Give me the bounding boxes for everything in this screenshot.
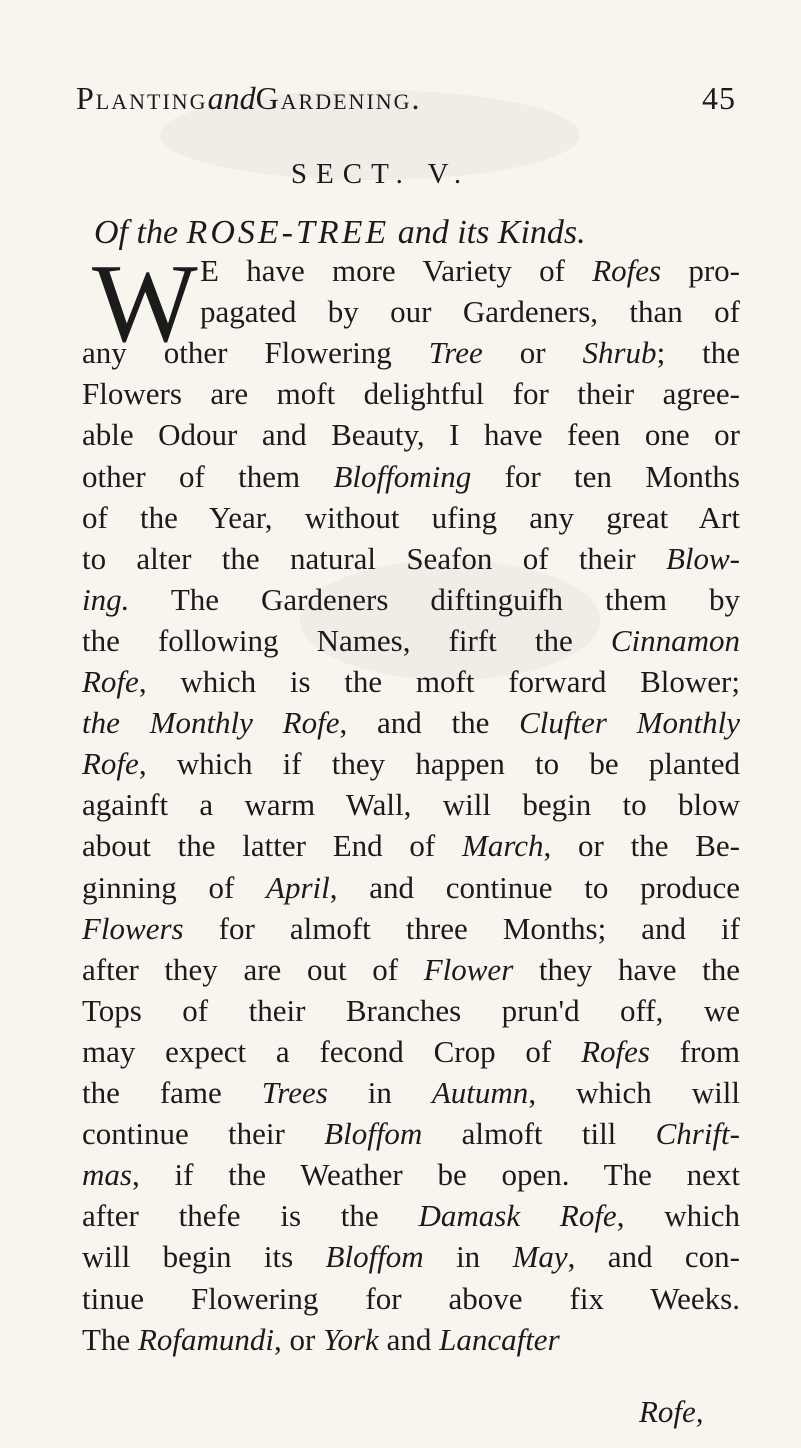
italic-text-run: the Monthly Rofe (82, 705, 340, 741)
text-line (82, 580, 740, 620)
italic-text-run: Autumn (431, 1075, 529, 1110)
chapter-title-word: Of (94, 214, 128, 251)
text-run: they have the (513, 951, 740, 987)
italic-text-run: Bloffom (324, 1116, 423, 1152)
text-line (82, 374, 740, 414)
text-run: Tops of their Branches prun'd off, we (82, 992, 740, 1028)
running-head (76, 80, 736, 120)
text-line (82, 1279, 740, 1319)
text-run: The Gardeners diftinguifh them by (129, 581, 740, 617)
text-run: after they are out of (82, 951, 424, 987)
italic-text-run: March (462, 828, 544, 864)
chapter-title-subject: ROSE-TREE (186, 214, 390, 251)
text-run: , which is the moft forward Blower; (138, 664, 740, 699)
text-run: againft a warm Wall, will begin to blow (82, 787, 740, 823)
text-run: almoft till (422, 1116, 656, 1152)
text-line (82, 785, 740, 825)
italic-text-run: Rofe (82, 746, 139, 782)
italic-text-run: April (266, 869, 330, 905)
italic-text-run: ing. (82, 581, 130, 617)
text-line (82, 1155, 740, 1195)
italic-text-run: Chrift- (655, 1116, 740, 1152)
text-line (82, 868, 740, 908)
text-run: pro- (661, 253, 740, 288)
italic-text-run: Tree (428, 335, 483, 371)
text-run: , and continue to produce (329, 869, 740, 905)
italic-text-run: Rofamundi (137, 1321, 275, 1357)
text-line (82, 950, 740, 990)
text-run: from (649, 1033, 741, 1069)
text-line (82, 662, 740, 702)
text-run: in (327, 1075, 432, 1110)
text-run: , or the Be- (543, 828, 740, 864)
text-line (82, 1073, 740, 1113)
text-run: ginning of (82, 869, 267, 905)
text-run: other of them (82, 458, 334, 494)
text-line (82, 1196, 740, 1236)
text-line (82, 539, 740, 579)
text-line (82, 498, 740, 538)
running-head-and: and (207, 80, 256, 116)
running-head-word: Gardening. (255, 80, 422, 116)
text-run: , which will (528, 1075, 740, 1110)
italic-text-run: Rofes (581, 1033, 650, 1069)
italic-text-run: Trees (261, 1075, 328, 1110)
italic-text-run: Flowers (82, 910, 184, 946)
text-run: of the Year, without ufing any great Art (82, 499, 740, 535)
page-number: 45 (702, 80, 736, 116)
section-heading: SECT. V. (290, 158, 471, 190)
text-run: or (482, 335, 583, 371)
text-line (82, 333, 740, 373)
text-run: the fame (82, 1075, 262, 1110)
text-run: continue their (82, 1116, 325, 1152)
text-line (82, 621, 740, 661)
text-run: the following Names, firft the (82, 622, 611, 658)
text-line (200, 251, 740, 291)
italic-text-run: Clufter Monthly (519, 705, 740, 741)
text-line (82, 703, 740, 743)
running-head-title (76, 80, 422, 117)
text-run: Flowers are moft delightful for their agree- (82, 376, 740, 412)
drop-cap-initial: W (92, 242, 198, 366)
text-run: , which if they happen to be planted (138, 746, 740, 782)
italic-text-run: Lancafter (439, 1321, 560, 1357)
chapter-title-word: the (136, 214, 179, 251)
text-line (82, 457, 740, 497)
italic-text-run: May (512, 1239, 568, 1275)
text-run: in (423, 1239, 513, 1275)
italic-text-run: York (323, 1321, 379, 1357)
text-run: may expect a fecond Crop of (82, 1033, 582, 1069)
text-run: , or (274, 1321, 324, 1357)
text-run: to alter the natural Seafon of their (82, 540, 666, 576)
italic-text-run: Rofe (82, 664, 139, 699)
text-line (82, 1032, 740, 1072)
italic-text-run: Damask Rofe (418, 1198, 617, 1234)
text-run: , and the (339, 705, 520, 741)
text-run: ; the (656, 335, 741, 371)
text-line (82, 991, 740, 1031)
text-run: and (378, 1321, 440, 1357)
italic-text-run: Rofes (592, 253, 662, 288)
text-run: about the latter End of (82, 828, 462, 864)
text-run: for ten Months (471, 458, 740, 494)
text-line (82, 826, 740, 866)
italic-text-run: Bloffoming (333, 458, 472, 494)
italic-text-run: Shrub (582, 335, 657, 371)
text-line (82, 1237, 740, 1277)
chapter-title-word: and its Kinds. (397, 214, 586, 251)
text-line (82, 415, 740, 455)
text-run: any other Flowering (82, 335, 429, 371)
text-run: , which (616, 1198, 741, 1234)
text-run: after thefe is the (82, 1198, 419, 1234)
text-run: E have more Variety of (200, 253, 593, 288)
text-run: , if the Weather be open. The next (131, 1157, 740, 1193)
text-run: The (82, 1321, 138, 1357)
text-run: pagated by our Gardeners, than of (200, 294, 740, 330)
running-head-word: Planting (76, 80, 208, 116)
text-line (200, 292, 740, 332)
text-line (82, 909, 740, 949)
text-line (82, 744, 740, 784)
text-run: for almoft three Months; and if (183, 910, 740, 946)
italic-text-run: Blow- (665, 540, 740, 576)
text-line (82, 1114, 740, 1154)
italic-text-run: mas (82, 1157, 132, 1193)
text-run: , and con- (567, 1239, 740, 1275)
text-run: able Odour and Beauty, I have feen one or (82, 417, 740, 453)
text-run: will begin its (82, 1239, 326, 1275)
catchword: Rofe, (639, 1394, 704, 1429)
italic-text-run: Flower (423, 951, 514, 987)
text-run: tinue Flowering for above fix Weeks. (82, 1280, 740, 1316)
text-line (82, 1320, 560, 1360)
italic-text-run: Cinnamon (610, 622, 740, 658)
italic-text-run: Bloffom (325, 1239, 424, 1275)
